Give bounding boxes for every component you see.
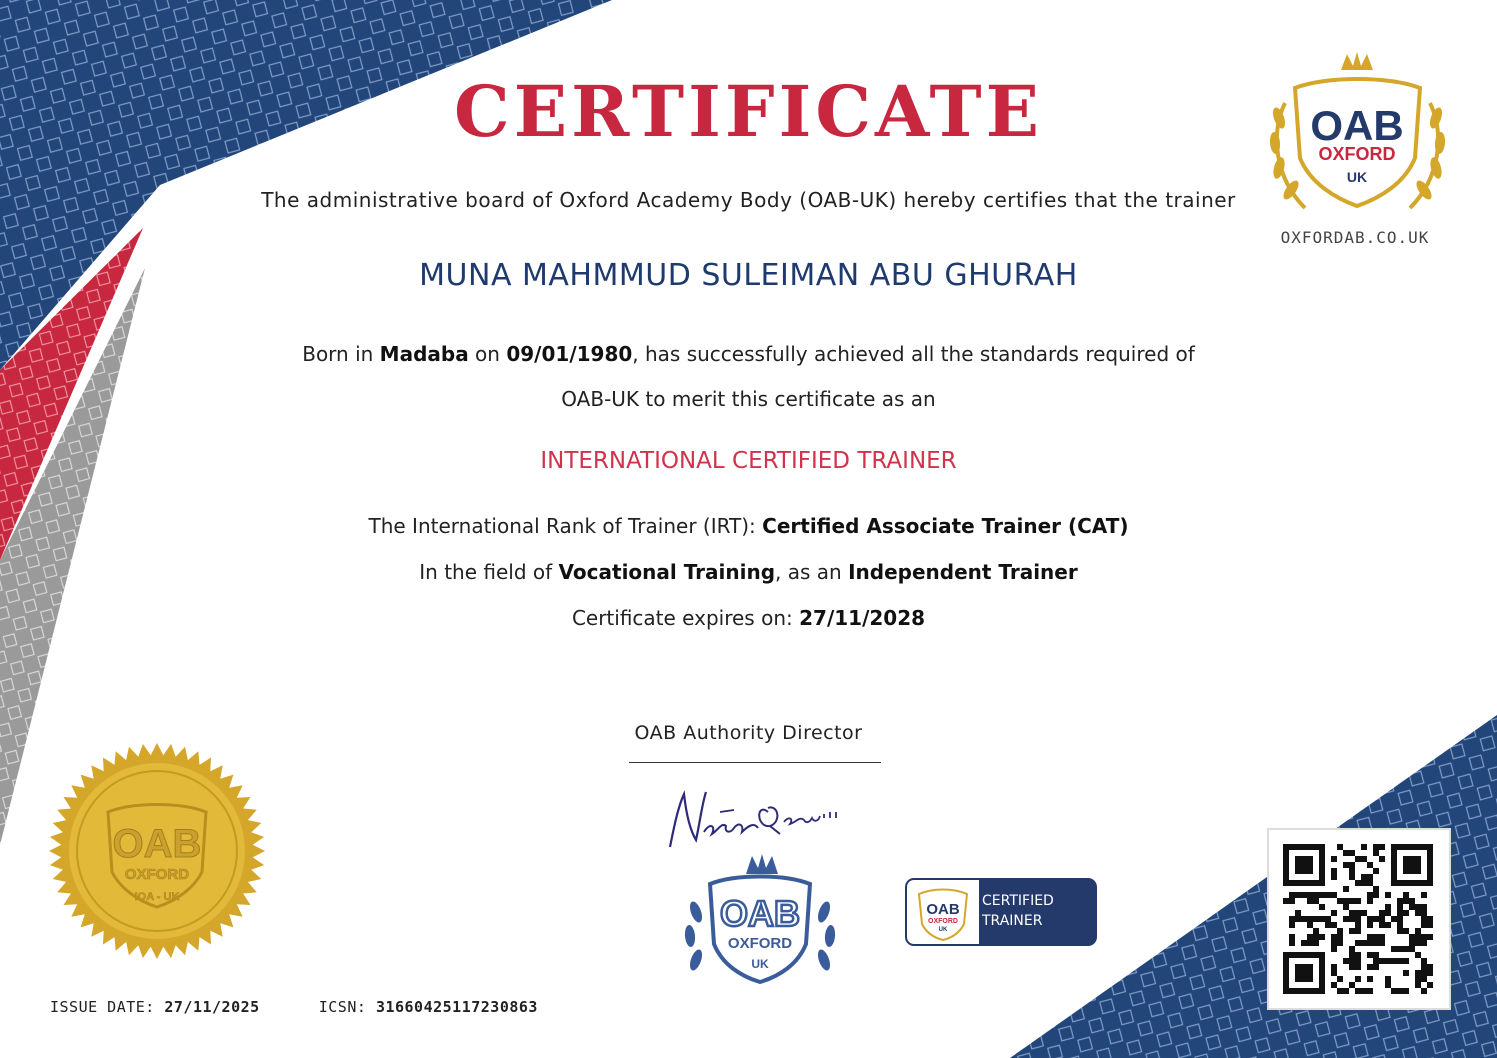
qr-module — [1343, 850, 1349, 856]
qr-module — [1331, 874, 1337, 880]
qr-module — [1313, 898, 1319, 904]
badge-line2: TRAINER — [982, 913, 1043, 929]
qr-module — [1331, 934, 1337, 940]
qr-module — [1373, 916, 1379, 922]
qr-module — [1355, 898, 1361, 904]
qr-module — [1349, 946, 1355, 952]
qr-module — [1331, 982, 1337, 988]
qr-module — [1355, 958, 1361, 964]
qr-module — [1325, 916, 1331, 922]
qr-module — [1385, 904, 1391, 910]
qr-module — [1421, 916, 1427, 922]
qr-module — [1397, 946, 1403, 952]
qr-module — [1289, 940, 1295, 946]
qr-code-image — [1269, 830, 1449, 1008]
qr-module — [1403, 856, 1421, 874]
qr-module — [1349, 982, 1355, 988]
logo-oab-text: OAB — [1310, 102, 1404, 149]
qr-module — [1415, 928, 1421, 934]
qr-module — [1289, 892, 1295, 898]
issue-date-value: 27/11/2025 — [164, 998, 260, 1016]
qr-module — [1415, 970, 1421, 976]
qr-module — [1343, 958, 1349, 964]
qr-module — [1313, 892, 1319, 898]
qr-module — [1421, 922, 1427, 928]
logo-oxford-text: OXFORD — [1318, 144, 1396, 164]
qr-module — [1373, 844, 1379, 850]
qr-module — [1397, 928, 1403, 934]
qr-module — [1355, 964, 1361, 970]
field-prefix: In the field of — [419, 560, 559, 584]
qr-module — [1367, 976, 1373, 982]
qr-module — [1379, 910, 1385, 916]
irt-value: Certified Associate Trainer (CAT) — [762, 514, 1129, 538]
director-signature — [660, 782, 860, 857]
qr-module — [1343, 886, 1349, 892]
qr-module — [1385, 982, 1391, 988]
qr-module — [1379, 922, 1385, 928]
seal-ioa-text: IOA - UK — [134, 891, 180, 903]
qr-module — [1349, 958, 1355, 964]
qr-module — [1379, 856, 1385, 862]
qr-module — [1367, 892, 1373, 898]
qr-module — [1367, 880, 1373, 886]
qr-module — [1415, 952, 1421, 958]
qr-module — [1301, 892, 1307, 898]
qr-module — [1403, 970, 1409, 976]
merit-line: OAB-UK to merit this certificate as an — [561, 387, 936, 411]
qr-module — [1367, 898, 1373, 904]
qr-module — [1391, 946, 1397, 952]
qr-module — [1361, 988, 1367, 994]
qr-module — [1427, 934, 1433, 940]
qr-module — [1283, 898, 1289, 904]
qr-module — [1373, 940, 1379, 946]
qr-module — [1367, 862, 1373, 868]
irt-label: The International Rank of Trainer (IRT): — [368, 514, 763, 538]
qr-module — [1349, 916, 1355, 922]
qr-module — [1301, 916, 1307, 922]
qr-module — [1349, 850, 1355, 856]
qr-module — [1289, 916, 1295, 922]
qr-module — [1361, 940, 1367, 946]
qr-module — [1403, 928, 1409, 934]
director-label: OAB Authority Director — [634, 722, 863, 744]
issue-date-label: ISSUE DATE: — [50, 998, 165, 1016]
qr-module — [1349, 898, 1355, 904]
qr-module — [1373, 886, 1379, 892]
qr-module — [1307, 892, 1313, 898]
badge-text — [982, 891, 1054, 931]
birth-line — [0, 342, 1497, 366]
birth-date: 09/01/1980 — [506, 342, 633, 366]
qr-module — [1421, 958, 1427, 964]
qr-module — [1343, 904, 1349, 910]
qr-module — [1367, 934, 1373, 940]
qr-module — [1373, 850, 1379, 856]
badge-logo-area — [907, 880, 979, 944]
qr-module — [1331, 964, 1337, 970]
qr-module — [1385, 910, 1391, 916]
qr-module — [1373, 958, 1379, 964]
qr-module — [1313, 928, 1319, 934]
qr-module — [1427, 982, 1433, 988]
qr-module — [1391, 988, 1397, 994]
qr-module — [1415, 940, 1421, 946]
qr-module — [1379, 940, 1385, 946]
qr-module — [1349, 862, 1355, 868]
qr-module — [1397, 958, 1403, 964]
qr-module — [1397, 898, 1403, 904]
qr-module — [1337, 940, 1343, 946]
qr-module — [1421, 940, 1427, 946]
qr-module — [1331, 922, 1337, 928]
qr-module — [1331, 910, 1337, 916]
icsn-value: 31660425117230863 — [375, 998, 538, 1016]
qr-module — [1319, 904, 1325, 910]
qr-module — [1421, 988, 1427, 994]
qr-module — [1373, 934, 1379, 940]
signature-line — [629, 762, 881, 763]
qr-module — [1331, 868, 1337, 874]
qr-module — [1361, 844, 1367, 850]
expires-value: 27/11/2028 — [799, 606, 926, 630]
qr-module — [1409, 940, 1415, 946]
qr-module — [1415, 976, 1421, 982]
qr-module — [1361, 910, 1367, 916]
qr-module — [1379, 844, 1385, 850]
qr-module — [1367, 952, 1373, 958]
qr-module — [1289, 934, 1295, 940]
qr-module — [1331, 856, 1337, 862]
expiry-line — [0, 606, 1497, 630]
qr-module — [1295, 856, 1313, 874]
badge-mini-oxford: OXFORD — [928, 918, 958, 925]
born-prefix: Born in — [302, 342, 380, 366]
born-on: on — [468, 342, 507, 366]
certificate-intro: The administrative board of Oxford Academy Body (OAB-UK) hereby certifies that the trainer — [261, 188, 1236, 212]
qr-module — [1409, 898, 1415, 904]
qr-module — [1403, 892, 1409, 898]
qr-module — [1385, 958, 1391, 964]
qr-module — [1355, 976, 1361, 982]
qr-module — [1361, 874, 1367, 880]
qr-module — [1289, 922, 1295, 928]
qr-module — [1307, 922, 1313, 928]
qr-module — [1295, 892, 1301, 898]
icsn-label: ICSN: — [318, 998, 376, 1016]
qr-module — [1313, 916, 1319, 922]
qr-module — [1355, 880, 1361, 886]
qr-module — [1361, 856, 1367, 862]
badge-mini-logo — [907, 880, 979, 944]
qr-module — [1337, 988, 1343, 994]
qr-module — [1313, 934, 1319, 940]
qr-module — [1385, 922, 1391, 928]
qr-module — [1337, 934, 1343, 940]
qr-module — [1397, 910, 1403, 916]
qr-module — [1397, 904, 1403, 910]
qr-module — [1391, 958, 1397, 964]
qr-module — [1343, 988, 1349, 994]
qr-module — [1421, 964, 1427, 970]
qr-module — [1367, 940, 1373, 946]
qr-module — [1355, 940, 1361, 946]
qr-module — [1367, 988, 1373, 994]
gold-seal — [48, 742, 266, 960]
qr-module — [1349, 964, 1355, 970]
qr-module — [1421, 892, 1427, 898]
qr-module — [1421, 970, 1427, 976]
qr-module — [1367, 916, 1373, 922]
qr-module — [1403, 946, 1409, 952]
field-mid: , as an — [775, 560, 849, 584]
qr-module — [1415, 982, 1421, 988]
qr-module — [1379, 934, 1385, 940]
qr-module — [1427, 964, 1433, 970]
qr-module — [1307, 940, 1313, 946]
badge-mini-oab: OAB — [926, 901, 960, 918]
trainer-type: Independent Trainer — [848, 560, 1078, 584]
qr-module — [1337, 844, 1343, 850]
footer-info — [50, 998, 538, 1016]
born-suffix: , has successfully achieved all the standards required of — [632, 342, 1195, 366]
qr-module — [1289, 898, 1295, 904]
qr-module — [1319, 892, 1325, 898]
qr-module — [1343, 898, 1349, 904]
qr-module — [1307, 934, 1313, 940]
qr-module — [1379, 958, 1385, 964]
qr-module — [1409, 946, 1415, 952]
qr-module — [1367, 874, 1373, 880]
qr-module — [1373, 964, 1379, 970]
qr-module — [1331, 946, 1337, 952]
emblem-oxford-text: OXFORD — [727, 935, 793, 952]
qr-module — [1385, 976, 1391, 982]
qr-module — [1427, 970, 1433, 976]
qr-module — [1331, 940, 1337, 946]
qr-module — [1325, 922, 1331, 928]
qr-module — [1379, 916, 1385, 922]
qr-module — [1421, 904, 1427, 910]
qr-module — [1373, 892, 1379, 898]
qr-module — [1403, 898, 1409, 904]
qr-module — [1295, 910, 1301, 916]
field-line — [0, 560, 1497, 584]
badge-line1: CERTIFIED — [982, 893, 1054, 909]
qr-module — [1361, 880, 1367, 886]
qr-module — [1397, 988, 1403, 994]
qr-module — [1373, 868, 1379, 874]
qr-module — [1373, 952, 1379, 958]
emblem-uk-text: UK — [751, 957, 769, 971]
qr-module — [1319, 934, 1325, 940]
qr-module — [1313, 940, 1319, 946]
qr-module — [1367, 964, 1373, 970]
qr-module — [1307, 898, 1313, 904]
seal-oab-text: OAB — [112, 822, 202, 866]
qr-code[interactable] — [1267, 828, 1451, 1010]
qr-module — [1421, 934, 1427, 940]
qr-module — [1343, 862, 1349, 868]
qr-module — [1331, 892, 1337, 898]
oab-oxford-logo — [1265, 48, 1450, 218]
award-title: INTERNATIONAL CERTIFIED TRAINER — [540, 448, 957, 474]
qr-module — [1397, 916, 1403, 922]
trainer-name: MUNA MAHMMUD SULEIMAN ABU GHURAH — [419, 258, 1078, 293]
seal-oxford-text: OXFORD — [124, 866, 190, 883]
qr-module — [1415, 910, 1421, 916]
qr-module — [1349, 868, 1355, 874]
qr-module — [1403, 988, 1409, 994]
qr-module — [1325, 892, 1331, 898]
field-value: Vocational Training — [558, 560, 776, 584]
qr-module — [1337, 976, 1343, 982]
qr-module — [1355, 988, 1361, 994]
qr-module — [1349, 910, 1355, 916]
qr-module — [1355, 916, 1361, 922]
qr-module — [1355, 856, 1361, 862]
qr-module — [1337, 898, 1343, 904]
qr-module — [1355, 928, 1361, 934]
qr-module — [1295, 916, 1301, 922]
qr-module — [1397, 922, 1403, 928]
qr-module — [1307, 916, 1313, 922]
qr-module — [1349, 928, 1355, 934]
qr-module — [1421, 910, 1427, 916]
birth-place: Madaba — [379, 342, 469, 366]
qr-module — [1343, 916, 1349, 922]
qr-module — [1403, 910, 1409, 916]
website-url: OXFORDAB.CO.UK — [1280, 228, 1430, 247]
oab-blue-emblem — [680, 852, 840, 992]
qr-module — [1391, 916, 1397, 922]
certified-trainer-badge — [906, 879, 1096, 945]
qr-module — [1415, 904, 1421, 910]
qr-module — [1337, 928, 1343, 934]
qr-module — [1367, 922, 1373, 928]
badge-mini-uk: UK — [938, 927, 948, 933]
emblem-oab-text: OAB — [720, 893, 800, 934]
qr-module — [1409, 904, 1415, 910]
qr-module — [1295, 964, 1313, 982]
qr-module — [1403, 958, 1409, 964]
qr-module — [1331, 970, 1337, 976]
qr-module — [1385, 892, 1391, 898]
qr-module — [1301, 940, 1307, 946]
expires-label: Certificate expires on: — [571, 606, 800, 630]
irt-line — [0, 514, 1497, 538]
certificate-title: CERTIFICATE — [454, 70, 1043, 153]
qr-module — [1355, 910, 1361, 916]
qr-module — [1349, 952, 1355, 958]
qr-module — [1355, 952, 1361, 958]
qr-module — [1427, 916, 1433, 922]
qr-module — [1421, 976, 1427, 982]
qr-module — [1427, 922, 1433, 928]
qr-module — [1415, 934, 1421, 940]
qr-module — [1355, 922, 1361, 928]
qr-module — [1319, 916, 1325, 922]
qr-module — [1349, 874, 1355, 880]
qr-module — [1409, 934, 1415, 940]
logo-uk-text: UK — [1346, 169, 1368, 185]
